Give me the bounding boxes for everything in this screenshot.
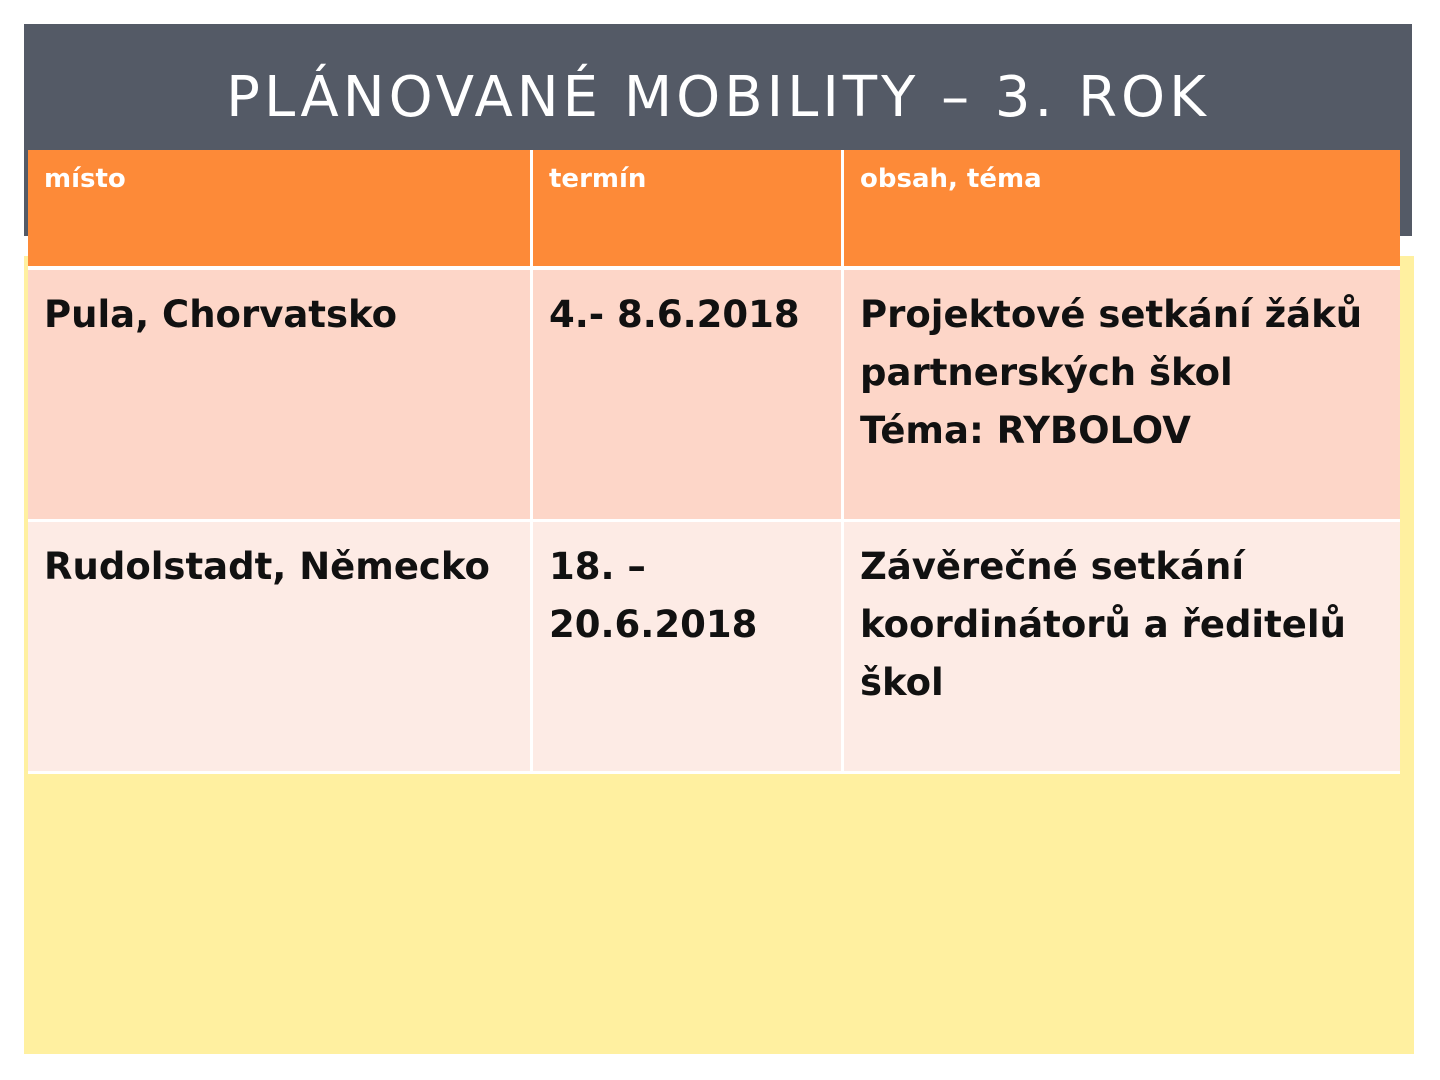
table-row bbox=[28, 522, 1400, 774]
mobility-table bbox=[28, 150, 1400, 774]
cell-place bbox=[28, 270, 533, 522]
cell-date bbox=[533, 522, 844, 774]
date-text: 4.- 8.6.2018 bbox=[549, 293, 800, 336]
content-line: Projektové setkání žáků bbox=[860, 293, 1363, 336]
date-line: 20.6.2018 bbox=[549, 603, 758, 646]
table-row bbox=[28, 270, 1400, 522]
date-line: 18. – bbox=[549, 545, 646, 588]
content-line: škol bbox=[860, 661, 944, 704]
place-text: Pula, Chorvatsko bbox=[44, 293, 398, 336]
header-place: místo bbox=[28, 150, 533, 270]
content-line: partnerských škol bbox=[860, 351, 1233, 394]
cell-date bbox=[533, 270, 844, 522]
header-content: obsah, téma bbox=[844, 150, 1400, 270]
place-text: Rudolstadt, Německo bbox=[44, 545, 490, 588]
header-date: termín bbox=[533, 150, 844, 270]
cell-content bbox=[844, 270, 1400, 522]
cell-place bbox=[28, 522, 533, 774]
content-line: Téma: RYBOLOV bbox=[860, 409, 1191, 452]
content-line: koordinátorů a ředitelů bbox=[860, 603, 1346, 646]
slide-title: PLÁNOVANÉ MOBILITY – 3. ROK bbox=[226, 65, 1210, 130]
table-header-row bbox=[28, 150, 1400, 270]
cell-content bbox=[844, 522, 1400, 774]
content-line: Závěrečné setkání bbox=[860, 545, 1245, 588]
